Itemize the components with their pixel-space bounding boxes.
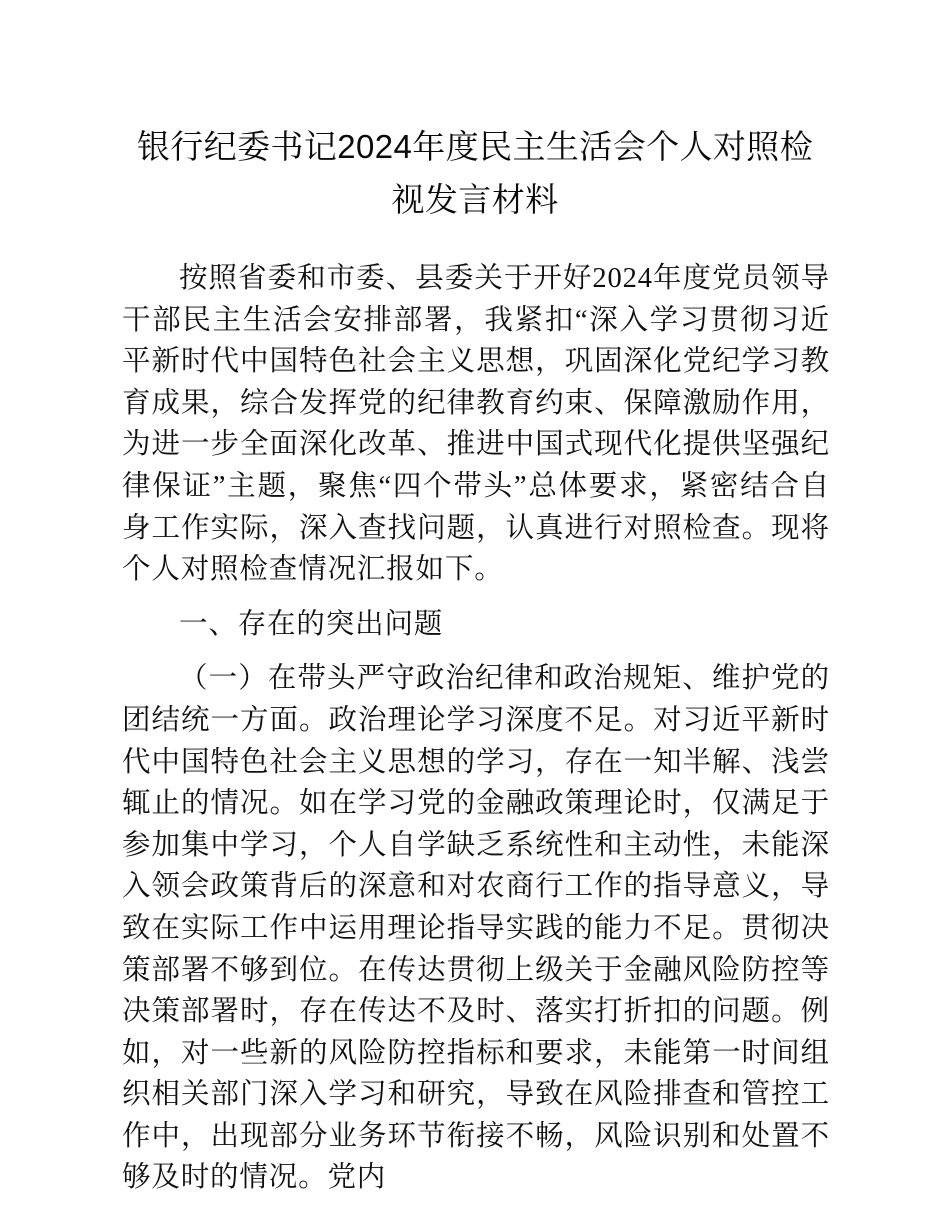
document-body: [122, 258, 830, 1199]
page-title: 银行纪委书记2024年度民主生活会个人对照检视发言材料: [136, 128, 814, 219]
section-heading-one: 一、存在的突出问题: [179, 608, 444, 640]
paragraph-intro: 按照省委和市委、县委关于开好2024年度党员领导干部民主生活会安排部署，我紧扣“深入学习贯彻习近平新时代中国特色社会主义思想，巩固深化党纪学习教育成果，综合发挥党的纪律教育约束、保障激励作用，为进一步全面深化改革、推进中国式现代化提供坚强纪律保证”主题，聚焦“四个带头”总体要求，紧密结合自身工作实际，深入查找问题，认真进行对照检查。现将个人对照检查情况汇报如下。: [122, 263, 830, 586]
paragraph-section-one-item-one: （一）在带头严守政治纪律和政治规矩、维护党的团结统一方面。政治理论学习深度不足。对习近平新时代中国特色社会主义思想的学习，存在一知半解、浅尝辄止的情况。如在学习党的金融政策理论时，仅满足于参加集中学习，个人自学缺乏系统性和主动性，未能深入领会政策背后的深意和对农商行工作的指导意义，导致在实际工作中运用理论指导实践的能力不足。贯彻决策部署不够到位。在传达贯彻上级关于金融风险防控等决策部署时，存在传达不及时、落实打折扣的问题。例如，对一些新的风险防控指标和要求，未能第一时间组织相关部门深入学习和研究，导致在风险排查和管控工作中，出现部分业务环节衔接不畅，风险识别和处置不够及时的情况。党内: [122, 663, 830, 1194]
